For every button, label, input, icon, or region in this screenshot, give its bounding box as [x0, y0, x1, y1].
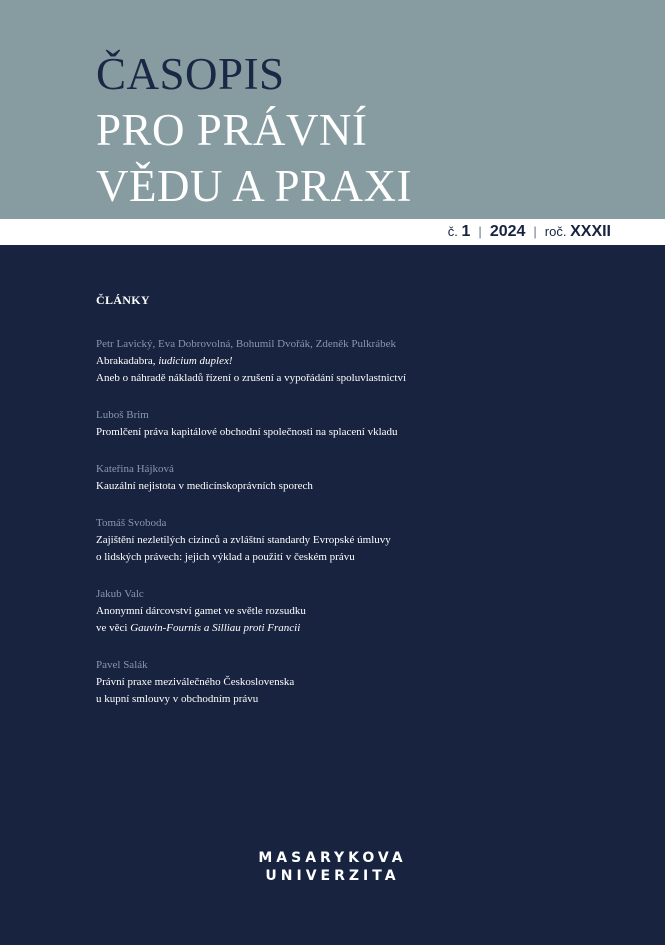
- article-entry: [96, 515, 616, 566]
- issue-year: 2024: [489, 223, 526, 240]
- journal-title-line-1: ČASOPIS: [96, 49, 285, 99]
- article-entry: [96, 461, 616, 495]
- article-entry: [96, 657, 616, 708]
- article-title: Zajištění nezletilých cizinců a zvláštní standardy Evropské úmluvy: [96, 534, 391, 546]
- table-of-contents: [96, 293, 616, 728]
- article-title-line-2: o lidských právech: jejich výklad a použití v českém právu: [96, 551, 355, 563]
- issue-strip: [0, 219, 665, 245]
- article-subtitle: Aneb o náhradě nákladů řízení o zrušení a vypořádání spoluvlastnictví: [96, 372, 407, 384]
- article-author: Petr Lavický, Eva Dobrovolná, Bohumil Dvořák, Zdeněk Pulkrábek: [96, 338, 396, 350]
- publisher-logo: [0, 849, 665, 885]
- journal-title-line-3: VĚDU A PRAXI: [96, 161, 413, 211]
- publisher-logo-line-1: MASARYKOVA: [258, 850, 407, 866]
- article-title-line-2: [96, 620, 616, 637]
- article-author: Kateřina Hájková: [96, 463, 174, 475]
- article-title: Promlčení práva kapitálové obchodní společnosti na splacení vkladu: [96, 426, 398, 438]
- volume-number: XXXII: [570, 223, 611, 240]
- journal-title-line-2: PRO PRÁVNÍ: [96, 105, 368, 155]
- cover-header-band: [0, 0, 665, 219]
- issue-number-label: č.: [447, 224, 458, 239]
- section-title: ČLÁNKY: [96, 293, 150, 307]
- article-author: Jakub Valc: [96, 588, 144, 600]
- article-entry: [96, 407, 616, 441]
- issue-number: 1: [461, 223, 471, 240]
- article-entry: [96, 586, 616, 637]
- article-title-italic: Gauvin-Fournis a Silliau proti Francii: [130, 622, 301, 634]
- article-author: Tomáš Svoboda: [96, 517, 167, 529]
- issue-separator: |: [533, 224, 537, 239]
- article-title-text: Abrakadabra,: [96, 355, 159, 367]
- issue-separator: |: [478, 224, 482, 239]
- article-title: Kauzální nejistota v medicínskoprávních sporech: [96, 480, 313, 492]
- article-title-italic: iudicium duplex!: [158, 355, 233, 367]
- article-title: [96, 353, 616, 370]
- article-title: Anonymní dárcovství gamet ve světle rozsudku: [96, 605, 306, 617]
- publisher-logo-line-2: UNIVERZITA: [265, 868, 400, 884]
- volume-label: roč.: [544, 224, 567, 239]
- article-title-text: ve věci: [96, 622, 131, 634]
- article-author: Luboš Brim: [96, 409, 149, 421]
- journal-title: [96, 46, 412, 214]
- article-title: Právní praxe meziválečného Československa: [96, 676, 295, 688]
- article-author: Pavel Salák: [96, 659, 148, 671]
- article-title-line-2: u kupní smlouvy v obchodním právu: [96, 693, 259, 705]
- issue-info: [448, 223, 611, 241]
- article-entry: [96, 336, 616, 387]
